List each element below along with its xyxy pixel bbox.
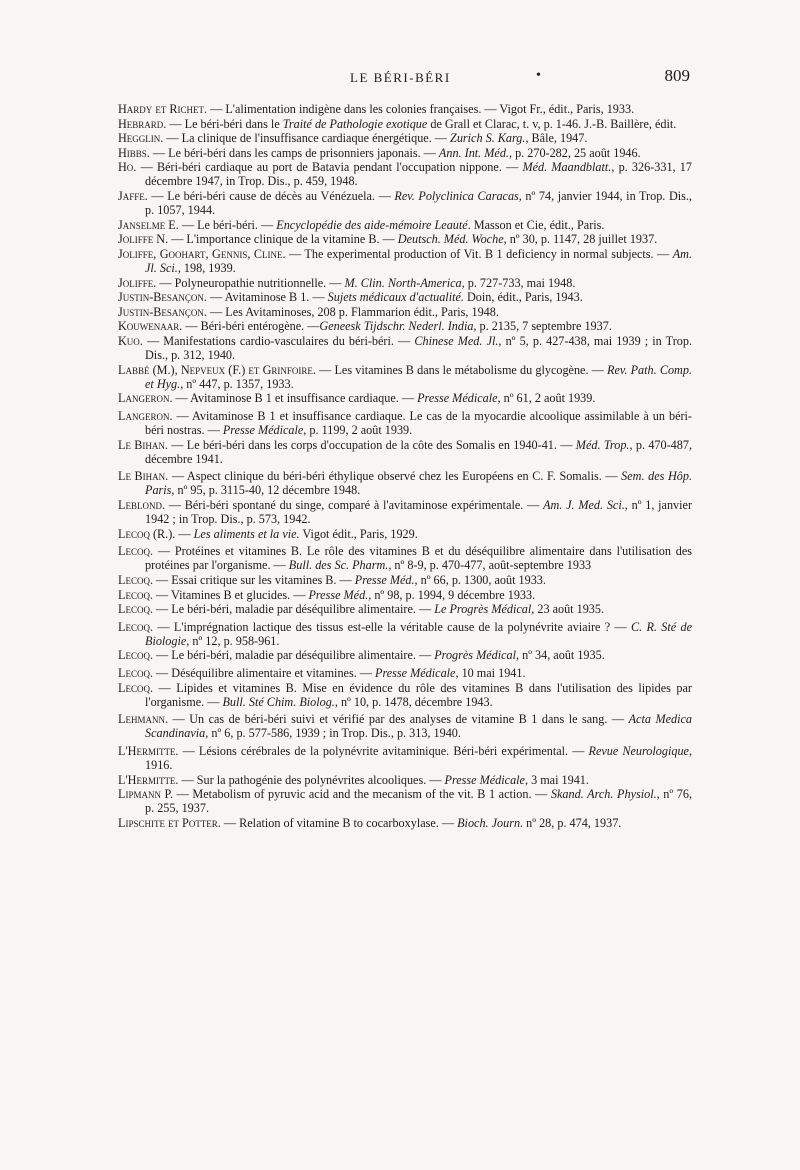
entry-author: L'Hermitte. (118, 772, 179, 787)
entry-title: Sujets médicaux d'actualité. (327, 290, 464, 305)
entry-author: Le Bihan. (118, 469, 169, 484)
bibliography-entry (118, 544, 692, 572)
entry-text: , p. 1199, 2 août 1939. (303, 423, 413, 438)
entry-text: , 1916. (145, 744, 692, 773)
entry-title: Encyclopédie des aide-mémoire Leauté (276, 217, 468, 232)
entry-title: Chinese Med. Jl. (414, 334, 499, 348)
bibliography-entry (118, 391, 692, 405)
bibliography-entry (118, 588, 692, 602)
entry-text: — Avitaminose B 1. — (206, 290, 328, 305)
entry-text: — Lipides et vitamines B. Mise en évidence du rôle des vitamines B dans l'utilisation des lipides par l'organisme. — (145, 680, 692, 709)
entry-author: Lecoq. (118, 573, 153, 587)
entry-text: — Le béri-béri. — (178, 217, 277, 232)
entry-author: Lipmann P. (118, 787, 174, 802)
bibliography-entry (118, 438, 692, 466)
entry-title: Bull. Sté Chim. Biolog. (222, 694, 335, 709)
bibliography-entry (118, 305, 692, 319)
entry-text: , nº 95, p. 3115-40, 12 décembre 1948. (171, 483, 361, 498)
entry-text: , nº 447, p. 1357, 1933. (180, 376, 294, 391)
bibliography-entry (118, 160, 692, 188)
entry-title: C. R. Sté de Biologie (145, 619, 693, 648)
entry-title: Am. Jl. Sci. (145, 246, 693, 276)
entry-text: , 198, 1939. (177, 261, 236, 276)
entry-title: Ann. Int. Méd. (438, 145, 509, 160)
bibliography-list (118, 102, 692, 831)
bibliography-entry (118, 218, 692, 232)
header-mark: • (536, 68, 541, 83)
entry-text: — Le béri-béri dans les camps de prisonniers japonais. — (149, 145, 439, 160)
entry-title: Presse Médicale (417, 391, 498, 406)
bibliography-entry (118, 816, 692, 830)
entry-text: — Le béri-béri, maladie par déséquilibre alimentaire. — (153, 602, 435, 617)
entry-author: Langeron. (118, 391, 173, 406)
entry-text: — Le béri-béri cause de décès au Vénézuela. — (147, 189, 395, 204)
bibliography-entry (118, 648, 692, 662)
bibliography-entry (118, 712, 692, 740)
entry-text: — L'imprégnation lactique des tissus est-elle la véritable cause de la polynévrite aviaire ? — (153, 619, 631, 634)
entry-title: Am. J. Med. Sci. (543, 498, 625, 513)
entry-text: — Le béri-béri, maladie par déséquilibre alimentaire. — (153, 648, 435, 663)
bibliography-entry (118, 102, 692, 116)
bibliography-entry (118, 773, 692, 787)
entry-text: — Avitaminose B 1 et insuffisance cardiaque. — (172, 391, 418, 406)
entry-author: Le Bihan. (118, 437, 168, 452)
bibliography-entry (118, 498, 692, 526)
entry-title: Traité de Pathologie exotique (282, 116, 428, 131)
bibliography-entry (118, 573, 692, 587)
bibliography-entry (118, 681, 692, 709)
entry-text: — Les vitamines B dans le métabolisme du glycogène. — (315, 362, 608, 377)
entry-text: — Un cas de béri-béri suivi et vérifié par des analyses de vitamine B 1 dans le sang. — (168, 712, 629, 727)
entry-author: Lecoq. (118, 648, 153, 663)
entry-title: Méd. Maandblatt. (522, 160, 612, 175)
bibliography-entry (118, 744, 692, 772)
entry-text: — Polyneuropathie nutritionnelle. — (156, 275, 345, 290)
entry-title: Sem. des Hôp. Paris (145, 469, 692, 498)
entry-text: . Masson et Cie, édit., Paris. (467, 217, 605, 232)
entry-text: , p. 470-487, décembre 1941. (145, 437, 692, 466)
entry-author: Janselme E. (118, 217, 179, 232)
entry-text: , p. 2135, 7 septembre 1937. (473, 319, 612, 334)
bibliography-entry (118, 117, 692, 131)
entry-title: Acta Medica Scandinavia (145, 712, 692, 741)
entry-author: Lecoq. (118, 619, 153, 634)
bibliography-entry (118, 276, 692, 290)
entry-title: Presse Médicale (375, 666, 456, 681)
entry-text: — The experimental production of Vit. B 1 deficiency in normal subjects. — (285, 246, 673, 261)
entry-title: Les aliments et la vie. (193, 526, 300, 541)
entry-title: Progrès Médical (434, 648, 517, 663)
entry-text: , nº 12, p. 958-961. (186, 633, 280, 648)
page-header (118, 66, 690, 92)
entry-text: — Déséquilibre alimentaire et vitamines. — (153, 666, 376, 681)
entry-text: — Le béri-béri dans le (166, 116, 283, 131)
bibliography-entry (118, 131, 692, 145)
bibliography-entry (118, 146, 692, 160)
entry-text: — Les Avitaminoses, 208 p. Flammarion édit., Paris, 1948. (206, 304, 499, 319)
entry-text: — Manifestations cardio-vasculaires du béri-béri. — (142, 334, 415, 348)
entry-text: , nº 6, p. 577-586, 1939 ; in Trop. Dis., p. 313, 1940. (205, 726, 461, 741)
entry-text: , p. 270-282, 25 août 1946. (508, 145, 641, 160)
entry-author: Justin-Besançon. (118, 304, 207, 319)
entry-text: , 3 mai 1941. (524, 772, 589, 787)
entry-author: Justin-Besançon. (118, 290, 207, 305)
entry-author: Lecoq (R.). (118, 526, 176, 541)
entry-text: — Relation of vitamine B to cocarboxylase. — (220, 816, 458, 830)
entry-text: — Béri-béri entérogène. — (182, 319, 320, 334)
entry-text: — Le béri-béri dans les corps d'occupation de la côte des Somalis en 1940-41. — (167, 437, 576, 452)
entry-title: Skand. Arch. Physiol. (550, 787, 657, 802)
entry-title: Zurich S. Karg. (450, 131, 526, 146)
entry-author: L'Hermitte. (118, 744, 179, 759)
entry-title: Le Progrès Médical (434, 602, 532, 617)
entry-title: Presse Méd. (308, 587, 369, 602)
entry-title: Bull. des Sc. Pharm. (288, 558, 389, 573)
entry-text: , nº 66, p. 1300, août 1933. (414, 573, 546, 587)
entry-text: — Sur la pathogénie des polynévrites alcooliques. — (178, 772, 445, 787)
entry-author: Lecoq. (118, 602, 153, 617)
entry-author: Joliffe. (118, 275, 157, 290)
entry-author: Hardy et Richet. (118, 102, 208, 116)
entry-text: , nº 1, janvier 1942 ; in Trop. Dis., p. 573, 1942. (145, 498, 692, 527)
entry-title: Bioch. Journ. (457, 816, 524, 830)
entry-text: , p. 727-733, mai 1948. (461, 275, 576, 290)
entry-author: Kuo. (118, 334, 143, 348)
entry-author: Hebrard. (118, 116, 167, 131)
entry-author: Ho. (118, 160, 137, 175)
entry-text: , Bâle, 1947. (525, 131, 588, 146)
entry-author: Joliffe N. (118, 232, 169, 247)
bibliography-entry (118, 290, 692, 304)
entry-title: Revue Neurologique (588, 744, 689, 759)
bibliography-entry (118, 319, 692, 333)
entry-text: — L'importance clinique de la vitamine B. — (168, 232, 398, 247)
entry-author: Lecoq. (118, 544, 153, 559)
entry-author: Hibbs. (118, 145, 150, 160)
entry-author: Hegglin. (118, 131, 164, 146)
entry-text: , nº 74, janvier 1944, in Trop. Dis., p. 1057, 1944. (145, 189, 692, 218)
entry-text: — Lésions cérébrales de la polynévrite avitaminique. Béri-béri expérimental. — (178, 744, 589, 759)
entry-title: Geneesk Tijdschr. Nederl. India (319, 319, 474, 334)
bibliography-entry (118, 469, 692, 497)
entry-text: de Grall et Clarac, t. v, p. 1-46. J.-B. Baillère, édit. (427, 116, 677, 131)
entry-text: , nº 98, p. 1994, 9 décembre 1933. (368, 587, 536, 602)
entry-text: nº 28, p. 474, 1937. (523, 816, 622, 830)
bibliography-entry (118, 602, 692, 616)
entry-text: , p. 326-331, 17 décembre 1947, in Trop. Dis., p. 459, 1948. (145, 160, 692, 189)
entry-text: , nº 10, p. 1478, décembre 1943. (334, 694, 493, 709)
entry-text: Doin, édit., Paris, 1943. (463, 290, 583, 305)
bibliography-entry (118, 363, 692, 391)
entry-title: Méd. Trop. (575, 437, 630, 452)
entry-title: Rev. Path. Comp. et Hyg. (145, 362, 693, 391)
entry-text: , nº 8-9, p. 470-477, août-septembre 1933 (388, 558, 592, 573)
entry-text: Vigot édit., Paris, 1929. (299, 526, 418, 541)
bibliography-entry (118, 247, 692, 275)
entry-title: Presse Méd. (354, 573, 415, 587)
bibliography-entry (118, 666, 692, 680)
page-number: 809 (664, 66, 690, 85)
running-title: LE BÉRI-BÉRI (350, 70, 451, 85)
entry-text: , nº 76, p. 255, 1937. (145, 787, 693, 816)
entry-title: Presse Médicale (444, 772, 525, 787)
entry-text: , nº 30, p. 1147, 28 juillet 1937. (503, 232, 658, 247)
entry-text: — Metabolism of pyruvic acid and the mecanism of the vit. B 1 action. — (173, 787, 551, 802)
entry-author: Lehmann. (118, 712, 168, 727)
entry-text: — La clinique de l'insuffisance cardiaque énergétique. — (163, 131, 451, 146)
entry-title: Deutsch. Méd. Woche (397, 232, 504, 247)
entry-author: Labbé (M.), Nepveux (F.) et Grinfoire. (118, 362, 316, 377)
bibliography-entry (118, 189, 692, 217)
bibliography-entry (118, 787, 692, 815)
entry-text: , nº 34, août 1935. (516, 648, 605, 663)
entry-text: , nº 61, 2 août 1939. (497, 391, 596, 406)
entry-author: Leblond. (118, 498, 165, 513)
entry-text: , 10 mai 1941. (455, 666, 526, 681)
bibliography-entry (118, 232, 692, 246)
entry-author: Lecoq. (118, 587, 153, 602)
entry-author: Lipschite et Potter. (118, 816, 221, 830)
bibliography-entry (118, 334, 692, 362)
bibliography-entry (118, 527, 692, 541)
entry-text: — Vitamines B et glucides. — (153, 587, 309, 602)
bibliography-entry (118, 409, 692, 437)
entry-author: Langeron. (118, 408, 173, 423)
bibliography-entry (118, 620, 692, 648)
entry-text: — (175, 526, 194, 541)
entry-text: — Béri-béri cardiaque au port de Batavia pendant l'occupation nippone. — (136, 160, 523, 175)
entry-author: Lecoq. (118, 666, 153, 681)
entry-text: — Protéines et vitamines B. Le rôle des vitamines B et du déséquilibre alimentaire dans l'utilisation des protéines par l'organisme. — (145, 544, 692, 573)
entry-text: , nº 5, p. 427-438, mai 1939 ; in Trop. Dis., p. 312, 1940. (145, 334, 692, 363)
entry-author: Joliffe, Goohart, Gennis, Cline. (118, 246, 286, 261)
entry-title: M. Clin. North-America (344, 275, 462, 290)
entry-text: — Aspect clinique du béri-béri éthylique observé chez les Européens en C. F. Somalis. — (168, 469, 622, 484)
entry-title: Rev. Polyclinica Caracas (394, 189, 519, 204)
entry-text: — Essai critique sur les vitamines B. — (153, 573, 355, 587)
entry-author: Lecoq. (118, 680, 153, 695)
entry-title: Presse Médicale (222, 423, 304, 438)
entry-author: Kouwenaar. (118, 319, 183, 334)
entry-text: — Avitaminose B 1 et insuffisance cardiaque. Le cas de la myocardie alcoolique assimilable à un béri-béri nostras. — (145, 408, 692, 438)
entry-text: — L'alimentation indigène dans les colonies françaises. — Vigot Fr., édit., Paris, 1933. (207, 102, 635, 116)
entry-text: , 23 août 1935. (531, 602, 605, 617)
entry-author: Jaffe. (118, 189, 148, 204)
entry-text: — Béri-béri spontané du singe, comparé à l'avitaminose expérimentale. — (165, 498, 544, 513)
